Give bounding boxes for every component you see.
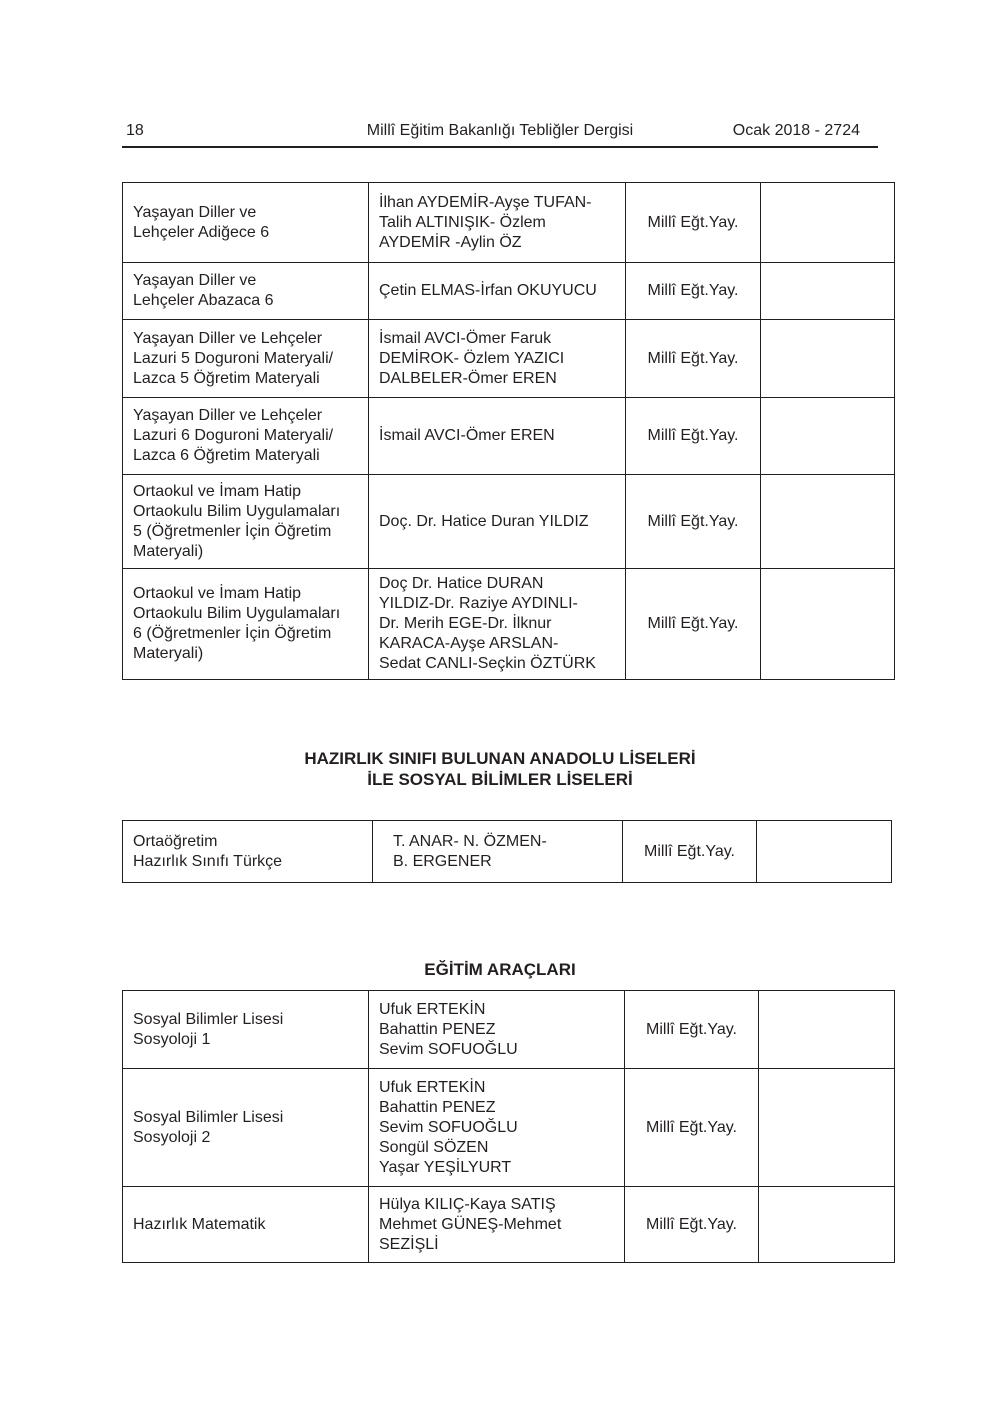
authors-cell: T. ANAR- N. ÖZMEN- B. ERGENER [373,821,623,883]
book-title-cell: Yaşayan Diller ve Lehçeler Abazaca 6 [123,263,369,320]
publisher-cell: Millî Eğt.Yay. [626,398,761,475]
authors-cell: Hülya KILIÇ-Kaya SATIŞ Mehmet GÜNEŞ-Mehmet SEZİŞLİ [369,1187,625,1263]
table-row [123,475,895,569]
books-table-2 [122,820,892,883]
authors-cell: İsmail AVCI-Ömer EREN [369,398,626,475]
publisher-cell: Millî Eğt.Yay. [625,1187,759,1263]
issue-date: Ocak 2018 - 2724 [732,122,860,139]
table-row [123,1069,895,1187]
table-row [123,183,895,263]
journal-title: Millî Eğitim Bakanlığı Tebliğler Dergisi [366,122,634,139]
empty-cell [759,1069,895,1187]
publisher-cell: Millî Eğt.Yay. [626,183,761,263]
table-row [123,1187,895,1263]
book-title-cell: Ortaöğretim Hazırlık Sınıfı Türkçe [123,821,373,883]
authors-cell: Ufuk ERTEKİN Bahattin PENEZ Sevim SOFUOĞLU Songül SÖZEN Yaşar YEŞİLYURT [369,1069,625,1187]
empty-cell [761,398,895,475]
book-title-cell: Yaşayan Diller ve Lehçeler Lazuri 5 Doguroni Materyali/ Lazca 5 Öğretim Materyali [123,320,369,398]
page-header [122,120,878,148]
empty-cell [761,475,895,569]
authors-cell: Ufuk ERTEKİN Bahattin PENEZ Sevim SOFUOĞLU [369,991,625,1069]
empty-cell [759,991,895,1069]
authors-cell: İsmail AVCI-Ömer Faruk DEMİROK- Özlem YAZICI DALBELER-Ömer EREN [369,320,626,398]
table-row [123,398,895,475]
book-title-cell: Ortaokul ve İmam Hatip Ortaokulu Bilim Uygulamaları 6 (Öğretmenler İçin Öğretim Materyali) [123,569,369,680]
authors-cell: İlhan AYDEMİR-Ayşe TUFAN- Talih ALTINIŞIK- Özlem AYDEMİR -Aylin ÖZ [369,183,626,263]
publisher-cell: Millî Eğt.Yay. [626,320,761,398]
authors-cell: Çetin ELMAS-İrfan OKUYUCU [369,263,626,320]
book-title-cell: Yaşayan Diller ve Lehçeler Adiğece 6 [123,183,369,263]
table-row [123,320,895,398]
table-row [123,821,892,883]
empty-cell [761,183,895,263]
publisher-cell: Millî Eğt.Yay. [626,263,761,320]
section-heading-anadolu-liseleri: HAZIRLIK SINIFI BULUNAN ANADOLU LİSELERİ İLE SOSYAL BİLİMLER LİSELERİ [304,749,696,789]
empty-cell [761,569,895,680]
table-row [123,263,895,320]
book-title-cell: Sosyal Bilimler Lisesi Sosyoloji 2 [123,1069,369,1187]
publisher-cell: Millî Eğt.Yay. [623,821,757,883]
book-title-cell: Yaşayan Diller ve Lehçeler Lazuri 6 Doguroni Materyali/ Lazca 6 Öğretim Materyali [123,398,369,475]
books-table-3 [122,990,895,1263]
authors-cell: Doç Dr. Hatice DURAN YILDIZ-Dr. Raziye AYDINLI- Dr. Merih EGE-Dr. İlknur KARACA-Ayşe ARSLAN- Sedat CANLI-Seçkin ÖZTÜRK [369,569,626,680]
publisher-cell: Millî Eğt.Yay. [626,569,761,680]
section-heading-egitim-araclari: EĞİTİM ARAÇLARI [424,960,576,979]
publisher-cell: Millî Eğt.Yay. [625,991,759,1069]
page-number: 18 [126,122,144,139]
books-table-1 [122,182,895,680]
empty-cell [757,821,892,883]
book-title-cell: Sosyal Bilimler Lisesi Sosyoloji 1 [123,991,369,1069]
table-row [123,569,895,680]
book-title-cell: Ortaokul ve İmam Hatip Ortaokulu Bilim Uygulamaları 5 (Öğretmenler İçin Öğretim Materyali) [123,475,369,569]
empty-cell [759,1187,895,1263]
authors-cell: Doç. Dr. Hatice Duran YILDIZ [369,475,626,569]
empty-cell [761,263,895,320]
publisher-cell: Millî Eğt.Yay. [625,1069,759,1187]
publisher-cell: Millî Eğt.Yay. [626,475,761,569]
book-title-cell: Hazırlık Matematik [123,1187,369,1263]
empty-cell [761,320,895,398]
table-row [123,991,895,1069]
